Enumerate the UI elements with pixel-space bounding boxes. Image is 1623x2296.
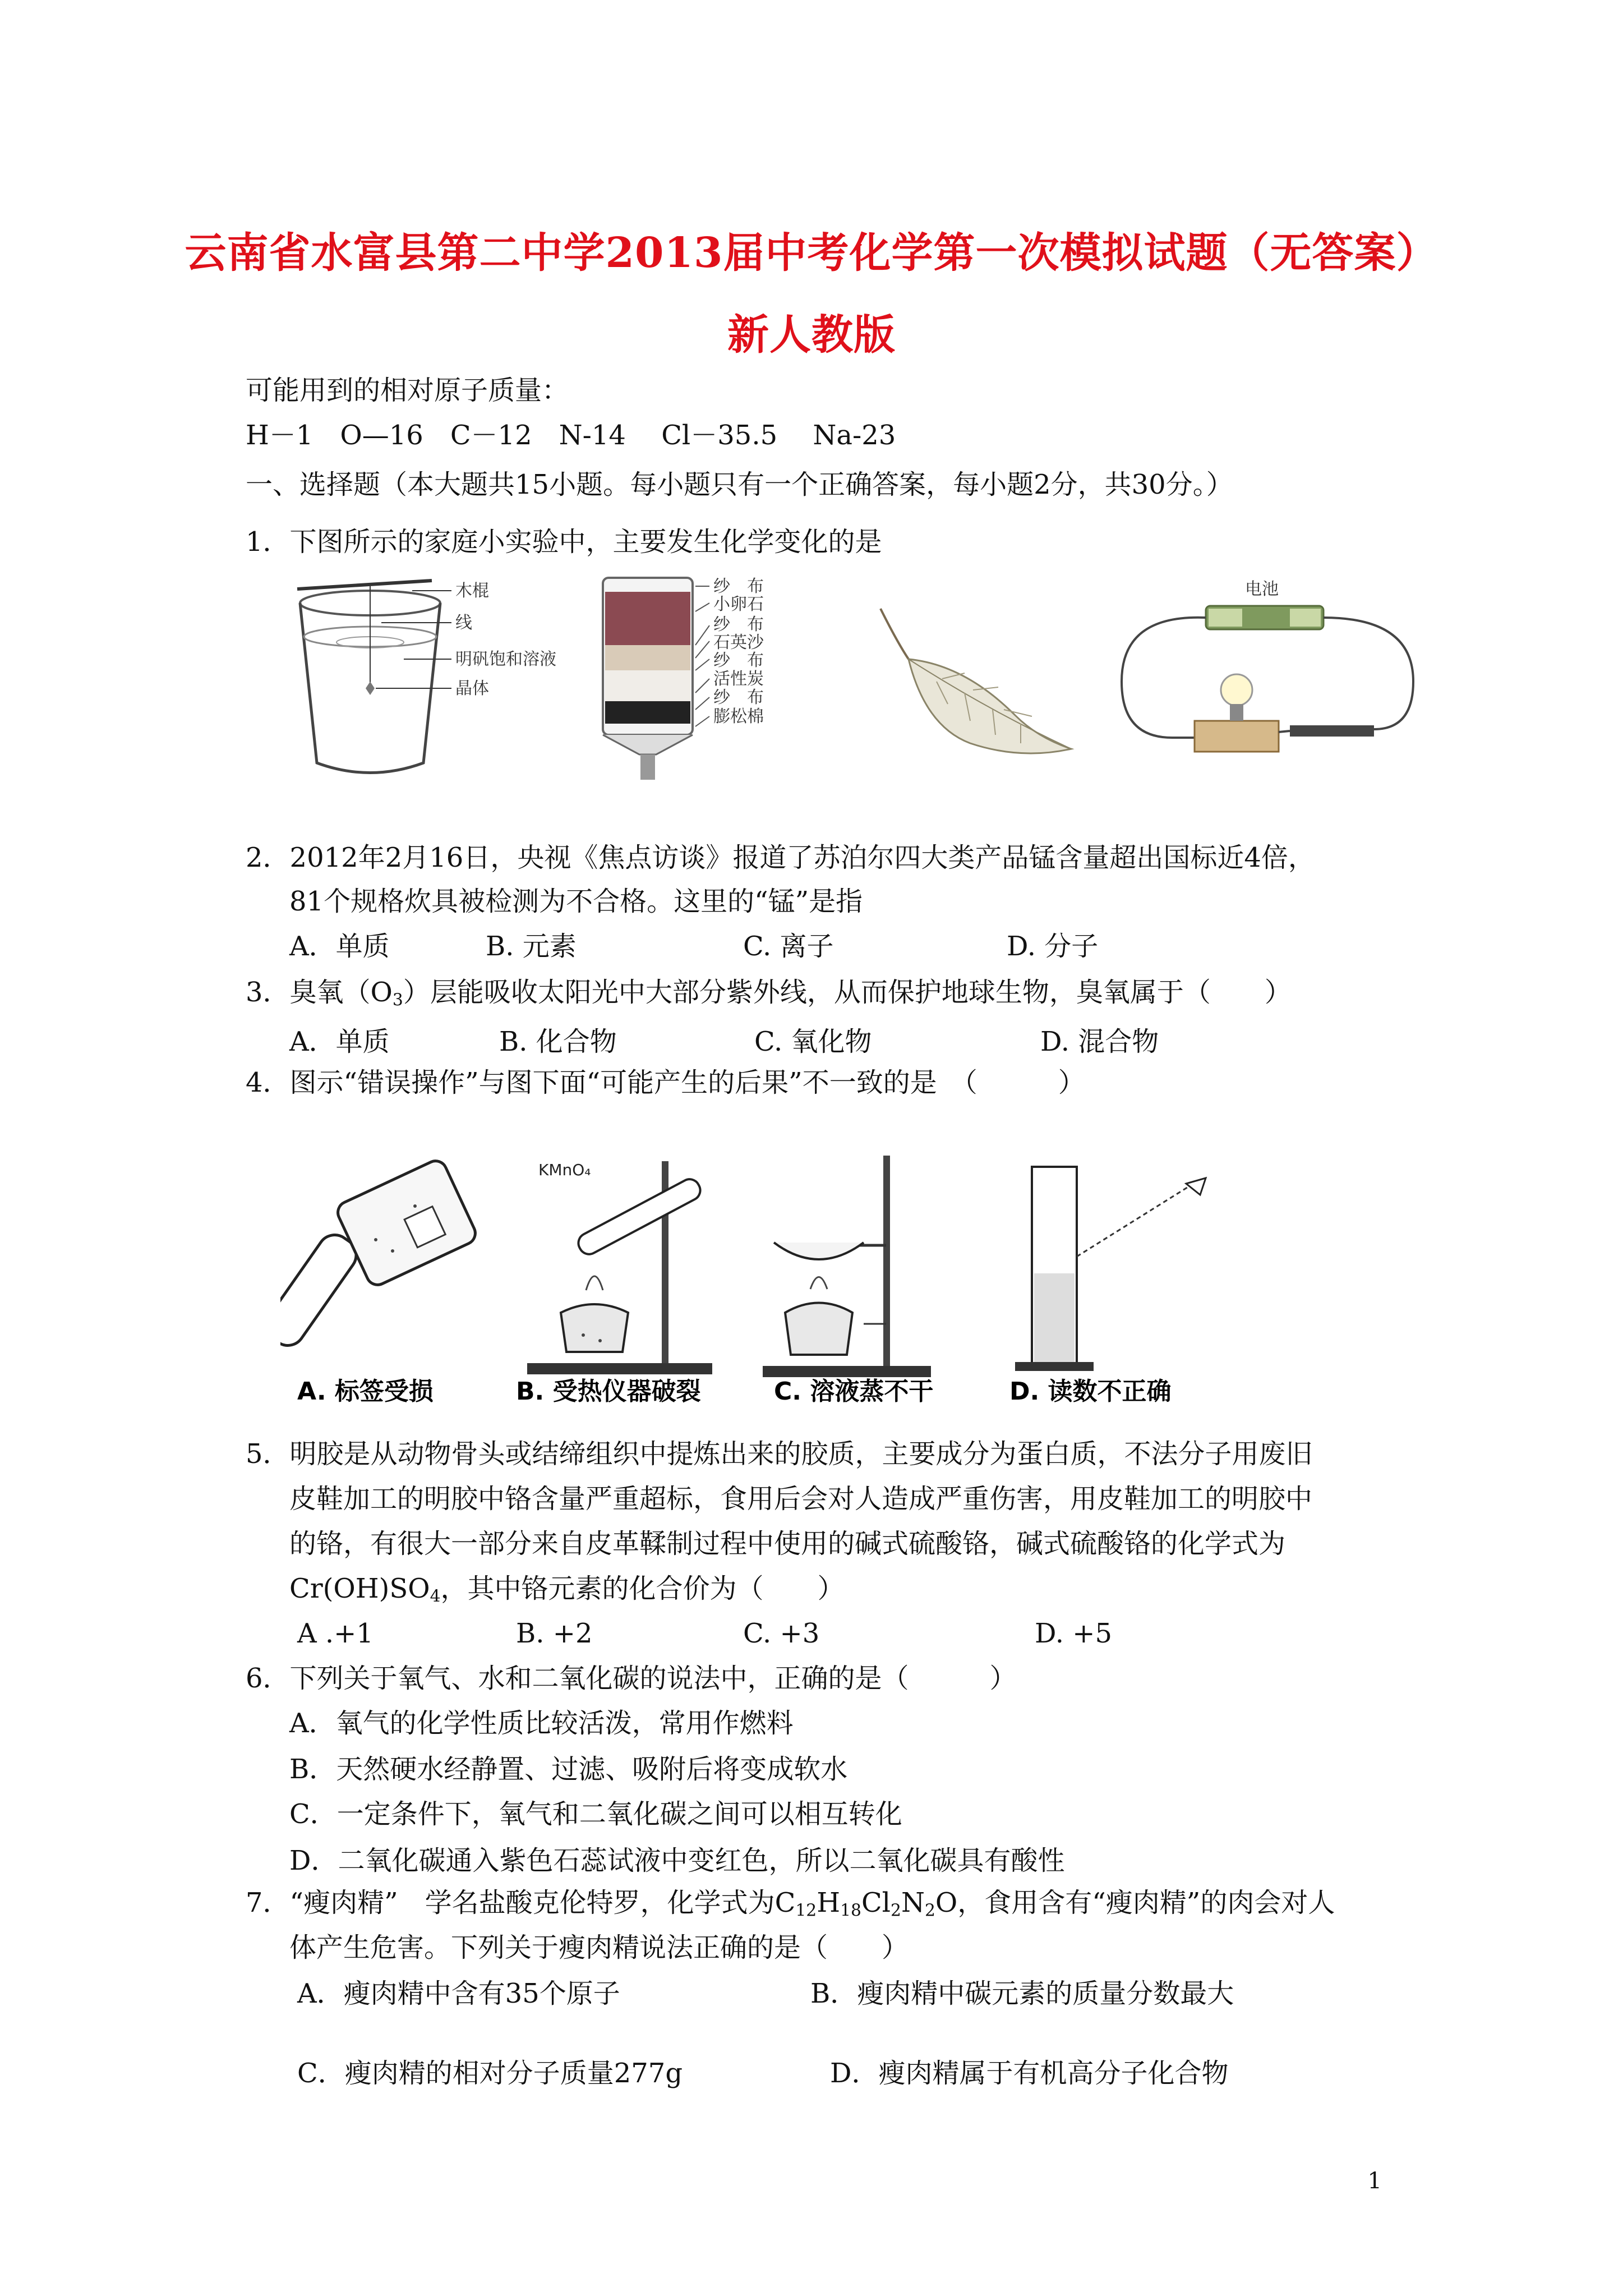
q6-option-d: D．二氧化碳通入紫色石蕊试液中变红色，所以二氧化碳具有酸性: [289, 1845, 1065, 1876]
q7-stem-1: 7．“瘦肉精” 学名盐酸克伦特罗，化学式为$C_{12}H_{18}Cl_2N_2O$，食用含有“瘦肉精”的肉会对人: [246, 1887, 1335, 1921]
q4-figure: [280, 1144, 1234, 1408]
atomic-mass-heading: 可能用到的相对原子质量：: [246, 375, 569, 406]
q1-filter-label-3: 纱 布: [713, 615, 764, 634]
q4-kmno4-label: KMnO₄: [538, 1161, 591, 1179]
q1-crystal-cup: [297, 581, 556, 773]
q1-filter-label-1: 纱 布: [713, 577, 764, 596]
q5-stem-1: 5．明胶是从动物骨头或结缔组织中提炼出来的胶质，主要成分为蛋白质，不法分子用废旧: [246, 1438, 1313, 1470]
q1-filter-label-7: 纱 布: [713, 688, 764, 707]
q1-label-thread: 线: [455, 613, 472, 633]
q1-circuit: [1122, 579, 1413, 752]
q4-caption-d: D. 读数不正确: [1009, 1377, 1172, 1406]
q5-stem-2: 皮鞋加工的明胶中铬含量严重超标，食用后会对人造成严重伤害，用皮鞋加工的明胶中: [289, 1483, 1313, 1515]
q1-label-solution: 明矾饱和溶液: [455, 650, 556, 669]
title-line-1: 云南省水富县第二中学2013届中考化学第一次模拟试题（无答案）: [185, 229, 1438, 277]
q4-stem: 4．图示“错误操作”与图下面“可能产生的后果”不一致的是 （ ）: [246, 1067, 1085, 1098]
q4-evaporating-dish: [763, 1156, 931, 1377]
q7-option-d: D．瘦肉精属于有机高分子化合物: [830, 2058, 1229, 2089]
atomic-mass-values: H－1 O—16 C－12 N-14 Cl－35.5 Na-23: [246, 420, 896, 451]
q2-option-a: A．单质: [289, 931, 390, 962]
q2-option-d: D. 分子: [1007, 931, 1099, 962]
q6-option-a: A．氧气的化学性质比较活泼，常用作燃料: [289, 1708, 794, 1739]
q3-stem: 3．臭氧$(O_3)$层能吸收太阳光中大部分紫外线，从而保护地球生物，臭氧属于（ ）: [246, 977, 1292, 1010]
q4-graduated-cylinder: [1015, 1167, 1206, 1371]
q4-caption-a: A. 标签受损: [297, 1377, 434, 1406]
q4-caption-b: B. 受热仪器破裂: [516, 1377, 701, 1406]
q1-filter-label-6: 活性炭: [713, 669, 764, 689]
q5-option-d: D. +5: [1035, 1618, 1113, 1649]
q6-option-c: C．一定条件下，氧气和二氧化碳之间可以相互转化: [289, 1798, 902, 1830]
q6-stem: 6．下列关于氧气、水和二氧化碳的说法中，正确的是（ ）: [246, 1663, 1017, 1694]
q1-figure: [292, 569, 1419, 794]
q7-option-c: C．瘦肉精的相对分子质量277g: [297, 2058, 683, 2089]
q2-option-c: C. 离子: [743, 931, 834, 962]
q7-option-b: B．瘦肉精中碳元素的质量分数最大: [810, 1978, 1234, 2009]
q1-filter-label-2: 小卵石: [713, 595, 764, 614]
q4-pouring-bottle: [280, 1157, 479, 1352]
q5-option-c: C. +3: [743, 1618, 820, 1649]
q1-battery-label: 电池: [1245, 579, 1279, 599]
q5-option-a: A .+1: [297, 1618, 374, 1649]
q7-option-a: A．瘦肉精中含有35个原子: [297, 1978, 620, 2009]
q5-stem-4: $Cr(OH)SO_4$，其中铬元素的化合价为（ ）: [289, 1573, 845, 1607]
q3-option-c: C. 氧化物: [754, 1026, 872, 1057]
q5-option-b: B. +2: [516, 1618, 593, 1649]
q1-label-crystal: 晶体: [455, 679, 489, 698]
q2-stem-1: 2．2012年2月16日，央视《焦点访谈》报道了苏泊尔四大类产品锰含量超出国标近4倍，: [246, 842, 1315, 873]
q2-option-b: B. 元素: [486, 931, 577, 962]
q6-option-b: B．天然硬水经静置、过滤、吸附后将变成软水: [289, 1754, 848, 1785]
section-1-heading: 一、选择题（本大题共15小题。每小题只有一个正确答案，每小题2分，共30分。）: [246, 469, 1233, 500]
q1-water-filter: [603, 577, 764, 780]
q5-stem-3: 的铬，有很大一部分来自皮革鞣制过程中使用的碱式硫酸铬，碱式硫酸铬的化学式为: [289, 1528, 1286, 1559]
q1-filter-label-8: 膨松棉: [713, 707, 764, 726]
q4-caption-c: C. 溶液蒸不干: [774, 1377, 934, 1406]
q3-option-a: A．单质: [289, 1026, 390, 1057]
q2-stem-2: 81个规格炊具被检测为不合格。这里的“锰”是指: [289, 886, 863, 917]
q1-filter-label-4: 石英沙: [713, 633, 764, 652]
q4-heating-apparatus: [527, 1161, 712, 1374]
q3-option-d: D. 混合物: [1040, 1026, 1159, 1057]
q7-stem-2: 体产生危害。下列关于瘦肉精说法正确的是（ ）: [289, 1932, 909, 1963]
q3-option-b: B. 化合物: [499, 1026, 617, 1057]
q1-stem: 1．下图所示的家庭小实验中，主要发生化学变化的是: [246, 526, 882, 558]
title-line-2: 新人教版: [727, 311, 896, 359]
page-number: 1: [1367, 2168, 1382, 2194]
q1-filter-label-5: 纱 布: [713, 651, 764, 670]
q1-leaf-skeleton: [880, 609, 1071, 753]
q1-label-stick: 木棍: [455, 581, 489, 601]
